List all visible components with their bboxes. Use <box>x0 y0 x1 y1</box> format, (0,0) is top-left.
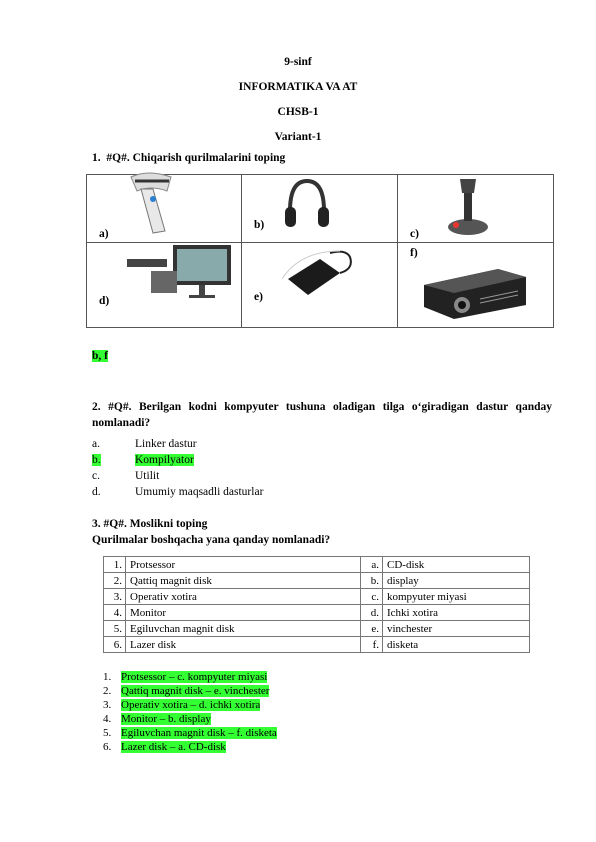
row-key: a. <box>361 557 383 573</box>
row-key: c. <box>361 589 383 605</box>
option-text: Umumiy maqsadli dasturlar <box>135 486 264 498</box>
answer-text: Lazer disk – a. CD-disk <box>121 741 226 753</box>
table-row <box>104 589 530 605</box>
right-item: kompyuter miyasi <box>383 589 530 605</box>
left-item: Qattiq magnit disk <box>126 573 361 589</box>
test-code: CHSB-1 <box>277 106 319 118</box>
answer-number: 5. <box>103 727 112 739</box>
subject-title: INFORMATIKA VA AT <box>238 81 358 93</box>
q2-option-c[interactable] <box>92 470 159 482</box>
table-row <box>104 621 530 637</box>
right-item: vinchester <box>383 621 530 637</box>
q1-cell-c[interactable] <box>398 175 554 243</box>
left-item: Egiluvchan magnit disk <box>126 621 361 637</box>
grade-title: 9-sinf <box>284 56 312 68</box>
headphones-icon <box>282 177 332 235</box>
q2-text: 2. #Q#. Berilgan kodni kompyuter tushuna oladigan tilga o‘giradigan dastur qanday nomlanadi? <box>92 401 552 429</box>
option-text: Linker dastur <box>135 438 197 450</box>
answer-number: 1. <box>103 671 112 683</box>
answer-number: 6. <box>103 741 112 753</box>
q2-option-d[interactable] <box>92 486 263 498</box>
q1-cell-b[interactable] <box>242 175 398 243</box>
q3-subtitle: Qurilmalar boshqacha yana qanday nomlanadi? <box>92 534 331 546</box>
q1-image-grid <box>86 174 554 328</box>
table-row <box>104 557 530 573</box>
q1-answer <box>92 350 108 362</box>
q3-title: 3. #Q#. Moslikni toping <box>92 518 208 530</box>
right-item: display <box>383 573 530 589</box>
right-item: Ichki xotira <box>383 605 530 621</box>
option-text: Kompilyator <box>135 454 194 466</box>
q3-answer-1 <box>103 671 267 684</box>
label-a: a) <box>99 228 109 240</box>
row-key: e. <box>361 621 383 637</box>
option-key: c. <box>92 470 100 482</box>
q3-answer-5 <box>103 727 277 740</box>
right-item: CD-disk <box>383 557 530 573</box>
answer-number: 3. <box>103 699 112 711</box>
q1-number: 1. <box>92 152 101 164</box>
answer-number: 4. <box>103 713 112 725</box>
row-number: 4. <box>104 605 126 621</box>
answer-text: Operativ xotira – d. ichki xotira <box>121 699 261 711</box>
row-number: 6. <box>104 637 126 653</box>
external-hard-drive-icon <box>280 249 360 301</box>
row-number: 2. <box>104 573 126 589</box>
table-row <box>104 573 530 589</box>
label-b: b) <box>254 219 265 231</box>
barcode-scanner-icon <box>123 169 183 239</box>
q3-match-table <box>103 556 530 653</box>
q1-heading <box>92 152 285 164</box>
option-key: a. <box>92 438 100 450</box>
row-number: 1. <box>104 557 126 573</box>
option-key: d. <box>92 486 101 498</box>
projector-icon <box>418 263 530 323</box>
q2-option-a[interactable] <box>92 438 197 450</box>
left-item: Protsessor <box>126 557 361 573</box>
q1-cell-d[interactable] <box>87 243 242 328</box>
left-item: Monitor <box>126 605 361 621</box>
q1-title: #Q#. Chiqarish qurilmalarini toping <box>106 152 286 164</box>
q1-cell-f[interactable] <box>398 243 554 328</box>
answer-text: Protsessor – c. kompyuter miyasi <box>121 671 268 683</box>
q1-cell-a[interactable] <box>87 175 242 243</box>
answer-text: Egiluvchan magnit disk – f. disketa <box>121 727 277 739</box>
left-item: Lazer disk <box>126 637 361 653</box>
row-key: d. <box>361 605 383 621</box>
q1-answer-text: b, f <box>92 350 108 362</box>
q2-option-b[interactable] <box>92 454 194 466</box>
row-key: f. <box>361 637 383 653</box>
label-c: c) <box>410 228 419 240</box>
joystick-icon <box>440 177 494 239</box>
option-text: Utilit <box>135 470 160 482</box>
left-item: Operativ xotira <box>126 589 361 605</box>
row-number: 3. <box>104 589 126 605</box>
option-key: b. <box>92 454 101 466</box>
answer-number: 2. <box>103 685 112 697</box>
row-number: 5. <box>104 621 126 637</box>
table-row <box>104 637 530 653</box>
q3-answer-6 <box>103 741 226 754</box>
q3-answer-4 <box>103 713 211 726</box>
variant-title: Variant-1 <box>274 131 322 143</box>
right-item: disketa <box>383 637 530 653</box>
label-f: f) <box>410 247 418 259</box>
answer-text: Qattiq magnit disk – e. vinchester <box>121 685 270 697</box>
table-row <box>104 605 530 621</box>
3d-scanner-monitor-icon <box>123 243 235 303</box>
label-e: e) <box>254 291 263 303</box>
q3-answer-3 <box>103 699 260 712</box>
q1-cell-e[interactable] <box>242 243 398 328</box>
row-key: b. <box>361 573 383 589</box>
q3-answer-2 <box>103 685 269 698</box>
answer-text: Monitor – b. display <box>121 713 211 725</box>
label-d: d) <box>99 295 110 307</box>
